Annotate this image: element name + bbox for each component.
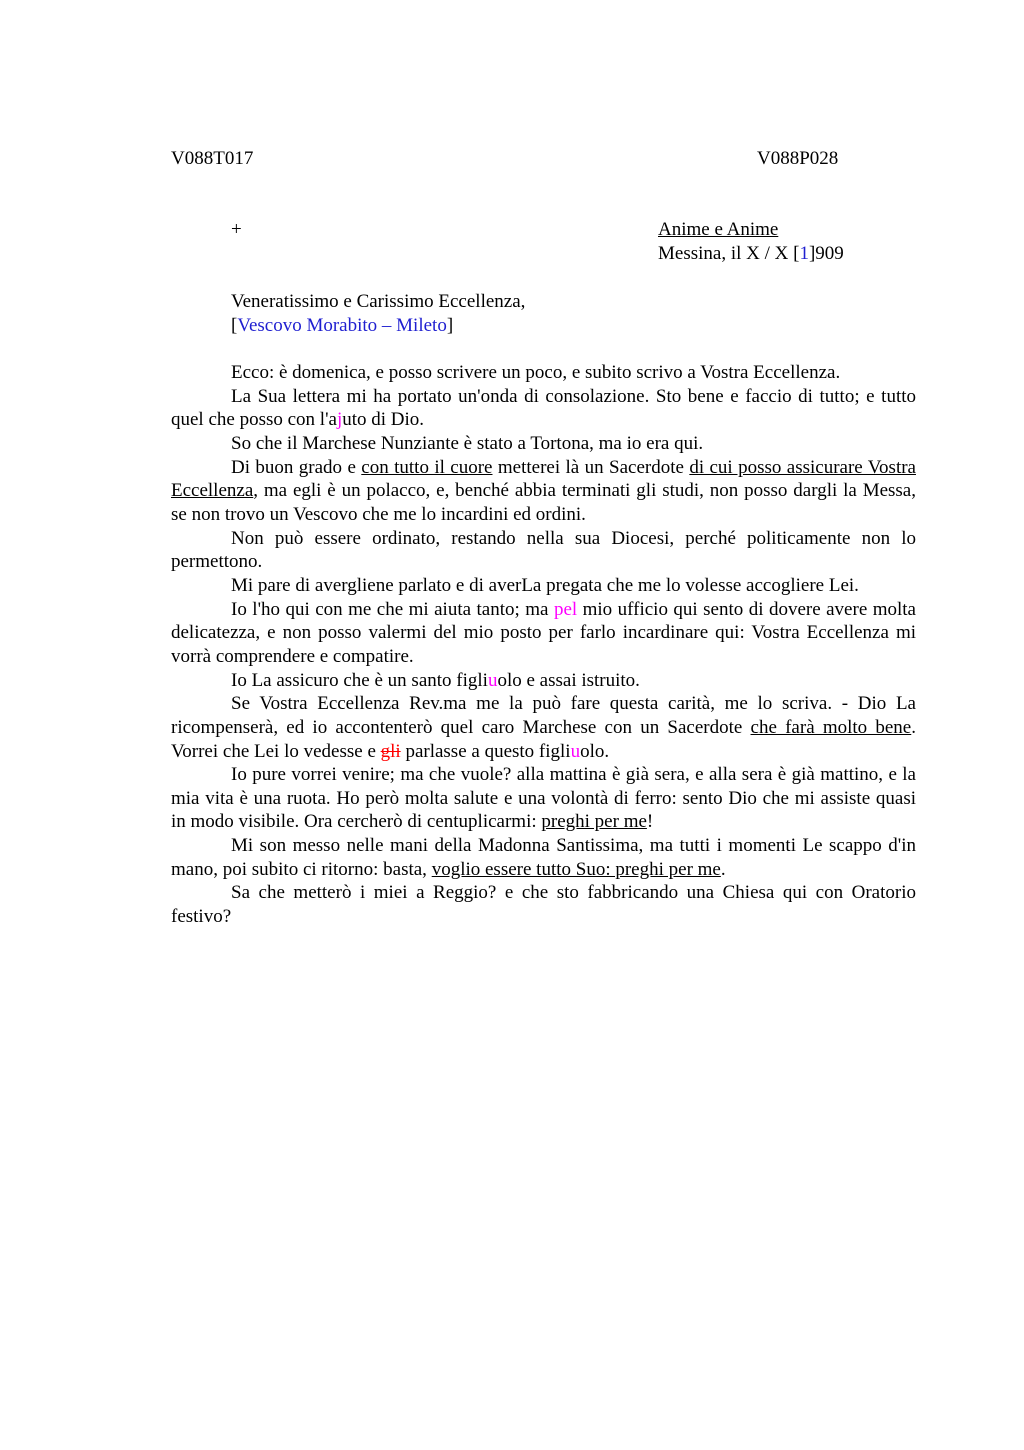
p4-text-c: , ma egli è un polacco, e, benché abbia terminati gli studi, non posso dargli la Messa, se non trovo un Vescovo che me lo incardini ed ordini. [171, 480, 916, 525]
paragraph-9 [171, 692, 916, 763]
p2-correction: j [336, 409, 343, 431]
paragraph-12: Sa che metterò i miei a Reggio? e che sto fabbricando una Chiesa qui con Oratorio festivo? [171, 882, 916, 928]
p4-underline-2: di cui posso assicurare Vostra Eccellenza [171, 456, 916, 502]
p4-text-b: metterei là un Sacerdote [492, 456, 690, 478]
document-code-left: V088T017 [171, 148, 254, 169]
p11-text-a: Mi son messo nelle mani della Madonna Santissima, ma tutti i momenti Le scappo d'in mano, poi subito ci ritorno: basta, [171, 835, 916, 880]
year-insert: 1 [799, 243, 809, 264]
place-date [658, 242, 844, 266]
paragraph-10 [171, 763, 916, 834]
recipient-name: Vescovo Morabito – Mileto [237, 315, 447, 336]
p10-underline: preghi per me [541, 811, 647, 833]
paragraph-11 [171, 834, 916, 881]
p7-text-b: mio ufficio qui sento di dovere avere molta delicatezza, e non posso valermi del mio posto per farlo incardinare qui: Vostra Eccellenza mi vorrà comprendere e compatire. [171, 598, 916, 667]
letter-heading [658, 218, 844, 266]
p9-underline: che farà molto bene [750, 716, 912, 738]
cross-symbol: + [231, 219, 242, 240]
p9-text-b: . Vorrei che Lei lo vedesse e [171, 716, 916, 762]
p4-text-a: Di buon grado e [231, 456, 362, 478]
p8-correction: u [487, 669, 498, 691]
p10-text-b: ! [646, 811, 654, 833]
p4-underline-1: con tutto il cuore [361, 456, 493, 478]
paragraph-5: Non può essere ordinato, restando nella sua Diocesi, perché politicamente non lo permettono. [171, 527, 916, 573]
document-code-right: V088P028 [757, 148, 839, 169]
heading-title: Anime e Anime [658, 219, 779, 240]
p7-text-a: Io l'ho qui con me che mi aiuta tanto; ma [231, 598, 554, 620]
p8-text-a: Io La assicuro che è un santo figli [231, 669, 488, 691]
paragraph-8 [171, 669, 916, 693]
p9-text-a: Se Vostra Eccellenza Rev.ma me la può fare questa carità, me lo scriva. - Dio La ricompenserà, ed io accontenterò quel caro Marchese con un Sacerdote [171, 693, 916, 738]
p11-underline: voglio essere tutto Suo: preghi per me [431, 858, 721, 880]
recipient-bracket-close: ] [446, 315, 454, 336]
p9-correction: u [570, 740, 581, 762]
paragraph-6: Mi pare di avergliene parlato e di averLa pregata che me lo volesse accogliere Lei. [231, 574, 859, 596]
salutation: Veneratissimo e Carissimo Eccellenza, [231, 291, 526, 312]
p8-text-b: olo e assai istruito. [497, 669, 640, 691]
p2-text-a: La Sua lettera mi ha portato un'onda di consolazione. Sto bene e faccio di tutto; e tutto quel che posso con l'a [171, 385, 916, 431]
place-date-prefix: Messina, il X / X [ [658, 243, 800, 264]
p9-text-c: parlasse a questo figli [400, 740, 571, 762]
letter-body [171, 361, 916, 929]
paragraph-2 [171, 385, 916, 432]
p9-deletion: gli [380, 740, 401, 762]
salutation-block [231, 290, 525, 338]
paragraph-3: So che il Marchese Nunziante è stato a Tortona, ma io era qui. [231, 432, 704, 454]
p9-text-d: olo. [580, 740, 610, 762]
p10-text-a: Io pure vorrei venire; ma che vuole? alla mattina è già sera, e alla sera è già mattino, e la mia vita è una ruota. Ho però molta salute e una volontà di ferro: sento Dio che mi assiste quasi in modo visibile. Ora cercherò di centuplicarmi: [171, 764, 916, 833]
p2-text-b: uto di Dio. [342, 409, 425, 431]
paragraph-4 [171, 456, 916, 527]
p7-correction: pel [553, 598, 578, 620]
p11-text-b: . [720, 858, 726, 880]
recipient-note [231, 314, 525, 338]
recipient-bracket-open: [ [231, 315, 238, 336]
paragraph-1: Ecco: è domenica, e posso scrivere un poco, e subito scrivo a Vostra Eccellenza. [231, 362, 841, 383]
place-date-suffix: ]909 [808, 243, 844, 264]
paragraph-7 [171, 598, 916, 669]
